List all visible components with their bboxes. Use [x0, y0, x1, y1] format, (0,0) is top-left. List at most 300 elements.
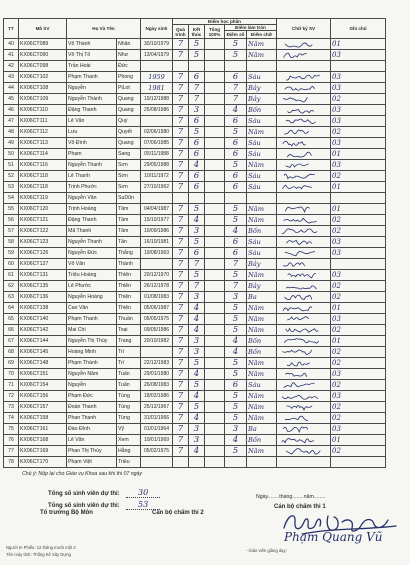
note-cell: 02 — [331, 347, 386, 358]
process-score: 7 — [173, 358, 189, 369]
final-score: 4 — [189, 369, 205, 380]
birth-date: 05/06/1987 — [141, 303, 173, 314]
student-id: KX06CT138 — [19, 303, 67, 314]
student-last-name: Phạm Thành — [67, 358, 117, 369]
student-signature — [278, 39, 330, 49]
rounded-score-word: Năm — [247, 50, 277, 61]
student-id: KX06CT120 — [19, 204, 67, 215]
student-last-name: Mã Thanh — [67, 226, 117, 237]
signature-cell — [277, 380, 331, 391]
rounded-score-number: 7 — [225, 259, 247, 270]
final-score: 5 — [189, 127, 205, 138]
total-score — [205, 226, 225, 237]
student-last-name: Nguyễn Thanh — [67, 160, 117, 171]
student-signature — [278, 314, 330, 324]
rounded-score-number: 5 — [225, 314, 247, 325]
birth-date: 01/01/1964 — [141, 424, 173, 435]
final-score: 4 — [189, 391, 205, 402]
note-cell: 03 — [331, 83, 386, 94]
header-final: Kết thúc — [189, 25, 205, 39]
rounded-score-word: Bảy — [247, 259, 277, 270]
process-score: 7 — [173, 270, 189, 281]
row-number: 51 — [4, 160, 19, 171]
note-cell: 02 — [331, 215, 386, 226]
final-score: 6 — [189, 116, 205, 127]
student-last-name: Cao Văn — [67, 303, 117, 314]
total-score — [205, 259, 225, 270]
table-row — [4, 72, 386, 83]
process-score: 7 — [173, 215, 189, 226]
process-score: 7 — [173, 72, 189, 83]
student-last-name: Phạm Việt — [67, 457, 117, 468]
student-signature — [278, 204, 330, 214]
birth-date: 20/10/1982 — [141, 336, 173, 347]
final-score: 6 — [189, 149, 205, 160]
signature-cell — [277, 402, 331, 413]
total-score — [205, 413, 225, 424]
final-score: 5 — [189, 204, 205, 215]
student-signature — [278, 446, 330, 456]
rounded-score-number: 4 — [225, 435, 247, 446]
student-id: KX06CT123 — [19, 237, 67, 248]
rounded-score-number: 3 — [225, 292, 247, 303]
process-score: 7 — [173, 380, 189, 391]
process-score: 7 — [173, 292, 189, 303]
final-score: 4 — [189, 325, 205, 336]
birth-date: 19/08/1963 — [141, 248, 173, 259]
student-last-name: Đặng Thanh — [67, 215, 117, 226]
total-score — [205, 424, 225, 435]
student-signature — [278, 424, 330, 434]
attended-count-label: Tổng số sinh viên dự thi: — [48, 491, 120, 497]
note-cell: 03 — [331, 270, 386, 281]
process-score: 7 — [173, 116, 189, 127]
total-score — [205, 72, 225, 83]
total-score — [205, 127, 225, 138]
signature-cell — [277, 281, 331, 292]
process-score: 7 — [173, 248, 189, 259]
note-cell: 03 — [331, 391, 386, 402]
total-score — [205, 358, 225, 369]
table-row — [4, 369, 386, 380]
student-first-name: Thuần — [117, 314, 141, 325]
rounded-score-word: Năm — [247, 402, 277, 413]
student-last-name: Trần Hoài — [67, 61, 117, 72]
student-first-name: Trí — [117, 358, 141, 369]
row-number: 73 — [4, 402, 19, 413]
student-id: KX06CT109 — [19, 94, 67, 105]
rounded-score-word: Sáu — [247, 182, 277, 193]
rounded-score-number: 5 — [225, 270, 247, 281]
signature-cell — [277, 358, 331, 369]
final-score: 4 — [189, 446, 205, 457]
signature-cell — [277, 193, 331, 204]
rounded-score-number: 5 — [225, 358, 247, 369]
process-score: 7 — [173, 281, 189, 292]
total-score — [205, 303, 225, 314]
rounded-score-number: 4 — [225, 347, 247, 358]
signature-cell — [277, 369, 331, 380]
student-id: KX06CT108 — [19, 83, 67, 94]
student-first-name: Tâm — [117, 226, 141, 237]
grader-1-signature-name: Phạm Quang Vũ — [284, 530, 383, 544]
birth-date: 26/08/1983 — [141, 380, 173, 391]
rounded-score-number — [225, 193, 247, 204]
final-score: 3 — [189, 347, 205, 358]
student-signature — [278, 226, 330, 236]
machine-name: Tên máy tính: Thống Kê Xây Dựng — [6, 552, 71, 557]
student-id: KX06CT118 — [19, 171, 67, 182]
rounded-score-number: 5 — [225, 50, 247, 61]
header-student-id: Mã SV — [19, 19, 67, 39]
student-last-name: Nguyễn Thanh — [67, 237, 117, 248]
student-id: KX06CT144 — [19, 336, 67, 347]
note-cell: 01 — [331, 39, 386, 50]
note-cell: 02 — [331, 402, 386, 413]
table-row — [4, 182, 386, 193]
grade-rows — [4, 39, 386, 468]
process-score: 7 — [173, 259, 189, 270]
rounded-score-word: Bảy — [247, 281, 277, 292]
note-cell — [331, 457, 386, 468]
student-id: KX06CT135 — [19, 281, 67, 292]
table-row — [4, 248, 386, 259]
student-id: KX06CT122 — [19, 226, 67, 237]
rounded-score-number: 5 — [225, 204, 247, 215]
signature-cell — [277, 226, 331, 237]
student-first-name: Tâm — [117, 204, 141, 215]
rounded-score-number: 5 — [225, 369, 247, 380]
table-row — [4, 94, 386, 105]
process-score — [173, 193, 189, 204]
student-signature — [278, 171, 330, 181]
signature-cell — [277, 424, 331, 435]
table-row — [4, 325, 386, 336]
table-row — [4, 149, 386, 160]
note-cell: 01 — [331, 204, 386, 215]
student-id: KX06CT112 — [19, 127, 67, 138]
rounded-score-word: Năm — [247, 160, 277, 171]
table-row — [4, 237, 386, 248]
student-signature — [278, 358, 330, 368]
student-first-name: Tân — [117, 237, 141, 248]
student-signature — [278, 380, 330, 390]
rounded-score-number: 5 — [225, 215, 247, 226]
header-tt: TT — [4, 19, 19, 39]
student-signature — [278, 281, 330, 291]
final-score: 7 — [189, 94, 205, 105]
rounded-score-word: Năm — [247, 358, 277, 369]
signature-cell — [277, 292, 331, 303]
process-score: 7 — [173, 39, 189, 50]
birth-date: 10/11/1972 — [141, 171, 173, 182]
note-cell: 03 — [331, 369, 386, 380]
total-score — [205, 347, 225, 358]
birth-date: 31/01/1966 — [141, 413, 173, 424]
row-number: 70 — [4, 369, 19, 380]
rounded-score-number: 3 — [225, 424, 247, 435]
process-score: 7 — [173, 303, 189, 314]
process-score: 7 — [173, 347, 189, 358]
row-number: 46 — [4, 105, 19, 116]
head-of-department-title: Tổ trưởng Bộ Môn — [40, 510, 93, 516]
row-number: 53 — [4, 182, 19, 193]
student-first-name: Đức — [117, 61, 141, 72]
student-first-name: Tuấn — [117, 369, 141, 380]
total-score — [205, 446, 225, 457]
table-row — [4, 292, 386, 303]
row-number: 45 — [4, 94, 19, 105]
final-score: 5 — [189, 358, 205, 369]
rounded-score-word: Sáu — [247, 138, 277, 149]
student-first-name: Sang — [117, 149, 141, 160]
note-cell: 03 — [331, 314, 386, 325]
note-cell — [331, 61, 386, 72]
row-number: 64 — [4, 303, 19, 314]
birth-date — [141, 347, 173, 358]
row-number: 44 — [4, 83, 19, 94]
final-score: 5 — [189, 50, 205, 61]
rounded-score-number: 6 — [225, 171, 247, 182]
rounded-score-number — [225, 61, 247, 72]
student-last-name: Trịnh Hoàng — [67, 204, 117, 215]
student-first-name: Sơn — [117, 182, 141, 193]
final-score — [189, 193, 205, 204]
total-score — [205, 193, 225, 204]
header-rounded-group: Điểm làm tròn — [225, 25, 277, 31]
note-cell: 01 — [331, 303, 386, 314]
process-score: 7 — [173, 138, 189, 149]
final-score: 7 — [189, 83, 205, 94]
table-row — [4, 61, 386, 72]
process-score: 7 — [173, 325, 189, 336]
final-score: 4 — [189, 314, 205, 325]
student-first-name: Thiên — [117, 281, 141, 292]
table-row — [4, 314, 386, 325]
student-id: KX06CT113 — [19, 138, 67, 149]
rounded-score-number: 6 — [225, 380, 247, 391]
student-last-name: Nguyễn — [67, 380, 117, 391]
total-score — [205, 391, 225, 402]
row-number: 49 — [4, 138, 19, 149]
row-number: 54 — [4, 193, 19, 204]
birth-date: 25/08/1986 — [141, 105, 173, 116]
birth-date: 29/01/1980 — [141, 369, 173, 380]
final-score: 4 — [189, 413, 205, 424]
student-last-name: Phạm Thanh — [67, 72, 117, 83]
lecturer-label: - Giáo viên giảng dạy: — [246, 548, 287, 553]
birth-date — [141, 259, 173, 270]
row-number: 57 — [4, 226, 19, 237]
rounded-score-word: Năm — [247, 391, 277, 402]
signature-cell — [277, 435, 331, 446]
final-score: 5 — [189, 380, 205, 391]
student-first-name: Phong — [117, 72, 141, 83]
row-number: 47 — [4, 116, 19, 127]
row-number: 59 — [4, 248, 19, 259]
student-last-name: Nguyễn — [67, 83, 117, 94]
rounded-score-word: Năm — [247, 303, 277, 314]
student-last-name: Mai Chí — [67, 325, 117, 336]
row-number: 43 — [4, 72, 19, 83]
final-score: 5 — [189, 270, 205, 281]
student-last-name: Nguyễn Thị Thùy — [67, 336, 117, 347]
row-number: 67 — [4, 336, 19, 347]
rounded-score-number: 5 — [225, 402, 247, 413]
total-score — [205, 105, 225, 116]
final-score: 6 — [189, 171, 205, 182]
rounded-score-word: Bốn — [247, 347, 277, 358]
process-score: 7 — [173, 314, 189, 325]
student-id: KX06CT121 — [19, 215, 67, 226]
student-signature — [278, 336, 330, 346]
total-score — [205, 160, 225, 171]
row-number: 68 — [4, 347, 19, 358]
rounded-score-word: Sáu — [247, 72, 277, 83]
note-cell: 01 — [331, 149, 386, 160]
final-score: 6 — [189, 138, 205, 149]
birth-date — [141, 193, 173, 204]
header-birth-date: Ngày sinh — [141, 19, 173, 39]
signature-cell — [277, 83, 331, 94]
rounded-score-number: 5 — [225, 391, 247, 402]
student-first-name: Tâm — [117, 215, 141, 226]
table-row — [4, 413, 386, 424]
grader-2-title: Cán bộ chấm thi 2 — [152, 510, 204, 516]
row-number: 52 — [4, 171, 19, 182]
signature-cell — [277, 391, 331, 402]
student-id: KX06CT114 — [19, 149, 67, 160]
birth-date: 10/09/1986 — [141, 226, 173, 237]
row-number: 40 — [4, 39, 19, 50]
student-last-name: Nguyễn Hoàng — [67, 292, 117, 303]
total-score — [205, 292, 225, 303]
student-first-name: Triều — [117, 457, 141, 468]
student-last-name: Đào Đình — [67, 424, 117, 435]
note-cell: 03 — [331, 237, 386, 248]
table-row — [4, 446, 386, 457]
student-first-name: Tuấn — [117, 380, 141, 391]
student-signature — [278, 391, 330, 401]
note-cell: 01 — [331, 336, 386, 347]
row-number: 63 — [4, 292, 19, 303]
student-first-name: Quang — [117, 105, 141, 116]
table-row — [4, 424, 386, 435]
final-score: 3 — [189, 292, 205, 303]
row-number: 60 — [4, 259, 19, 270]
total-score — [205, 149, 225, 160]
student-first-name: Quang — [117, 94, 141, 105]
signature-cell — [277, 259, 331, 270]
note-cell: 03 — [331, 105, 386, 116]
student-signature — [278, 215, 330, 225]
note-cell: 03 — [331, 50, 386, 61]
student-first-name: Sơn — [117, 171, 141, 182]
student-id: KX06CT140 — [19, 314, 67, 325]
table-row — [4, 83, 386, 94]
final-score — [189, 457, 205, 468]
final-score: 3 — [189, 105, 205, 116]
note-cell: 02 — [331, 281, 386, 292]
student-id: KX06CT102 — [19, 72, 67, 83]
student-signature — [278, 402, 330, 412]
student-first-name: Thắng — [117, 248, 141, 259]
note-cell: 02 — [331, 380, 386, 391]
student-last-name: Lê Văn — [67, 435, 117, 446]
row-number: 76 — [4, 435, 19, 446]
second-count-label: Tổng số sinh viên dự thi: — [48, 503, 120, 509]
rounded-score-number: 6 — [225, 138, 247, 149]
signature-cell — [277, 457, 331, 468]
signature-cell — [277, 413, 331, 424]
row-number: 77 — [4, 446, 19, 457]
birth-date: 07/06/1985 — [141, 138, 173, 149]
total-score — [205, 270, 225, 281]
student-id: KX06CT111 — [19, 116, 67, 127]
signature-cell — [277, 314, 331, 325]
signature-cell — [277, 105, 331, 116]
table-row — [4, 347, 386, 358]
header-full-name: Họ Và Tên — [67, 19, 141, 39]
student-signature — [278, 248, 330, 258]
total-score — [205, 435, 225, 446]
birth-date: 05/02/1975 — [141, 446, 173, 457]
note-cell: 02 — [331, 292, 386, 303]
student-last-name: Võ Thị Tố — [67, 50, 117, 61]
row-number: 74 — [4, 413, 19, 424]
student-first-name: Toại — [117, 325, 141, 336]
final-score: 3 — [189, 336, 205, 347]
note-cell: 03 — [331, 424, 386, 435]
signature-cell — [277, 160, 331, 171]
total-score — [205, 50, 225, 61]
student-first-name: Tùng — [117, 391, 141, 402]
attended-count-value: 30 — [126, 489, 160, 498]
student-last-name: Phạm Đức — [67, 391, 117, 402]
total-score — [205, 215, 225, 226]
rounded-score-word: Năm — [247, 215, 277, 226]
row-number: 71 — [4, 380, 19, 391]
grader-1-title: Cán bộ chấm thi 1 — [274, 504, 326, 510]
rounded-score-number: 5 — [225, 325, 247, 336]
row-number: 69 — [4, 358, 19, 369]
signature-cell — [277, 237, 331, 248]
rounded-score-word: Năm — [247, 369, 277, 380]
row-number: 72 — [4, 391, 19, 402]
process-score: 7 — [173, 182, 189, 193]
signature-cell — [277, 303, 331, 314]
note-cell: 03 — [331, 116, 386, 127]
rounded-score-word: Sáu — [247, 116, 277, 127]
birth-date: 27/10/1962 — [141, 182, 173, 193]
signature-cell — [277, 149, 331, 160]
student-last-name: Phan Thanh — [67, 413, 117, 424]
total-score — [205, 380, 225, 391]
student-last-name: Nguyễn Năm — [67, 369, 117, 380]
table-row — [4, 116, 386, 127]
total-score — [205, 116, 225, 127]
total-score — [205, 83, 225, 94]
rounded-score-number — [225, 457, 247, 468]
total-score — [205, 61, 225, 72]
header-process: Quá trình — [173, 25, 189, 39]
note-cell: 02 — [331, 127, 386, 138]
rounded-score-number: 4 — [225, 226, 247, 237]
student-last-name: Nguyễn Đức — [67, 248, 117, 259]
note-cell: 03 — [331, 138, 386, 149]
student-last-name: Lê Văn — [67, 116, 117, 127]
student-signature — [278, 270, 330, 280]
